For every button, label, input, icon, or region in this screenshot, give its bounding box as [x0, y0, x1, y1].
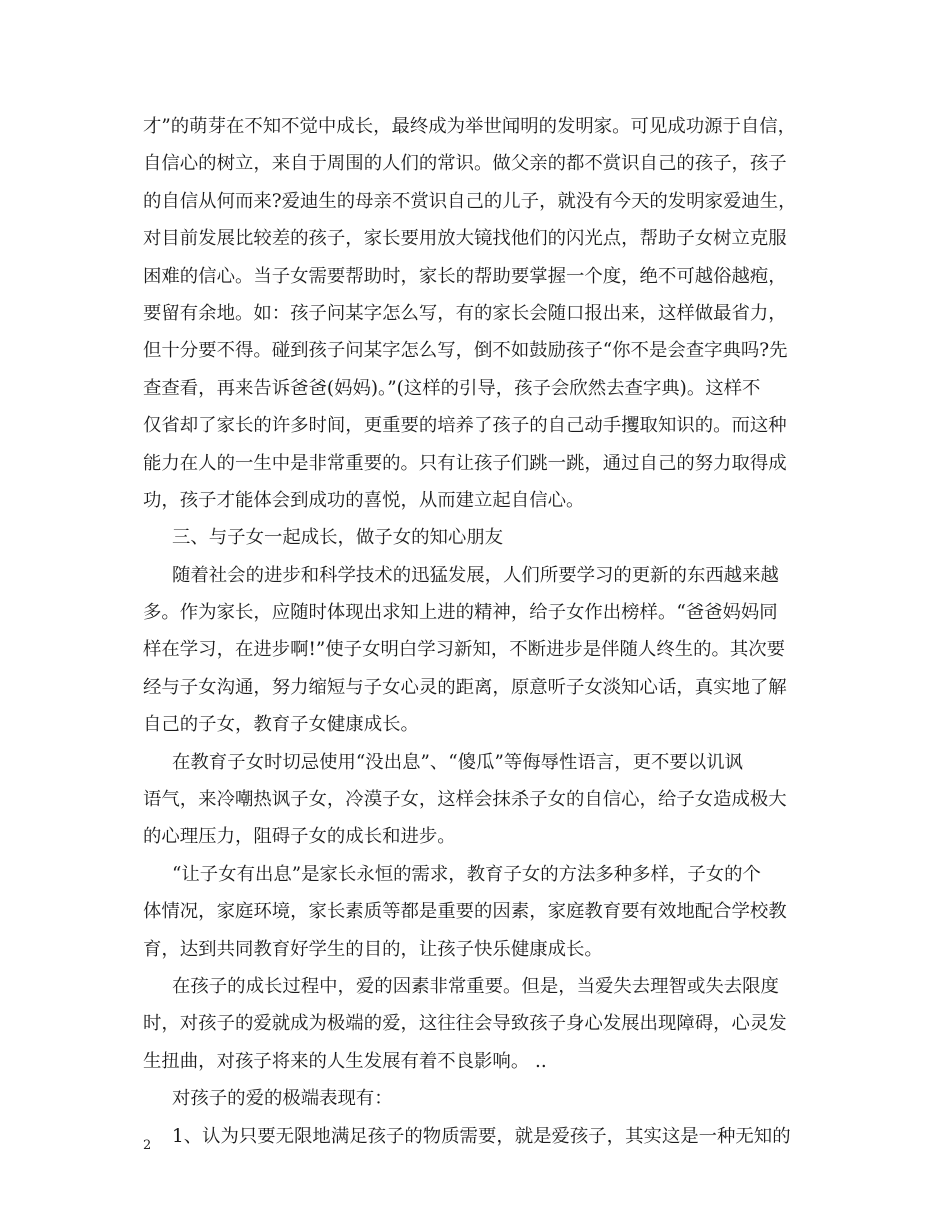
- text-line: 样在学习，在进步啊!”使子女明白学习新知，不断进步是伴随人终生的。其次要: [143, 639, 786, 661]
- text-line: 时，对孩子的爱就成为极端的爱，这往往会导致孩子身心发展出现障碍，心灵发: [143, 1013, 787, 1035]
- text-line: 对孩子的爱的极端表现有：: [172, 1088, 393, 1110]
- text-line: 的自信从何而来?爱迪生的母亲不赏识自己的儿子，就没有今天的发明家爱迪生，: [143, 190, 797, 212]
- text-line: 随着社会的进步和科学技术的迅猛发展，人们所要学习的更新的东西越来越: [172, 564, 779, 586]
- page-number: 2: [143, 1138, 152, 1153]
- text-line: 体情况，家庭环境，家长素质等都是重要的因素，家庭教育要有效地配合学校教: [143, 901, 787, 923]
- text-line: 在孩子的成长过程中，爱的因素非常重要。但是，当爱失去理智或失去限度: [172, 975, 779, 997]
- section-heading: 三、与子女一起成长，做子女的知心朋友: [172, 527, 504, 549]
- text-line: 经与子女沟通，努力缩短与子女心灵的距离，原意听子女淡知心话，真实地了解: [143, 676, 787, 698]
- document-body: [143, 108, 833, 1155]
- text-line: 自信心的树立，来自于周围的人们的常识。做父亲的都不赏识自己的孩子，孩子: [143, 153, 787, 175]
- text-line: “让子女有出息”是家长永恒的需求，教育子女的方法多种多样，子女的个: [172, 863, 761, 885]
- text-line: 仅省却了家长的许多时间，更重要的培养了孩子的自己动手攫取知识的。而这种: [143, 415, 787, 437]
- text-line: 自己的子女，教育子女健康成长。: [143, 714, 419, 736]
- text-line: 要留有余地。如：孩子问某字怎么写，有的家长会随口报出来，这样做最省力，: [143, 302, 787, 324]
- text-line: 育，达到共同教育好学生的目的，让孩子快乐健康成长。: [143, 938, 603, 960]
- text-line: 在教育子女时切忌使用“没出息”、“傻瓜”等侮辱性语言，更不要以讥讽: [172, 751, 743, 773]
- text-line: 查查看，再来告诉爸爸(妈妈)。”(这样的引导，孩子会欣然去查字典)。这样不: [143, 377, 761, 399]
- text-line: 生扭曲，对孩子将来的人生发展有着不良影响。 ..: [143, 1050, 547, 1072]
- text-line: 1、认为只要无限地满足孩子的物质需要，就是爱孩子，其实这是一种无知的: [172, 1125, 791, 1147]
- text-line: 多。作为家长，应随时体现出求知上进的精神，给子女作出榜样。“爸爸妈妈同: [143, 602, 778, 624]
- text-line: 的心理压力，阻碍子女的成长和进步。: [143, 826, 456, 848]
- text-line: 但十分要不得。碰到孩子问某字怎么写，倒不如鼓励孩子“你不是会查字典吗?先: [143, 340, 788, 362]
- text-line: 能力在人的一生中是非常重要的。只有让孩子们跳一跳，通过自己的努力取得成: [143, 452, 787, 474]
- text-line: 才”的萌芽在不知不觉中成长，最终成为举世闻明的发明家。可见成功源于自信，: [143, 116, 797, 137]
- text-line: 功，孩子才能体会到成功的喜悦，从而建立起自信心。: [143, 489, 585, 511]
- text-line: 对目前发展比较差的孩子，家长要用放大镜找他们的闪光点，帮助子女树立克服: [143, 228, 787, 250]
- text-line: 语气，来冷嘲热讽子女，冷漠子女，这样会抹杀子女的自信心，给子女造成极大: [143, 789, 787, 811]
- text-line: 困难的信心。当子女需要帮助时，家长的帮助要掌握一个度，绝不可越俗越疱，: [143, 265, 787, 287]
